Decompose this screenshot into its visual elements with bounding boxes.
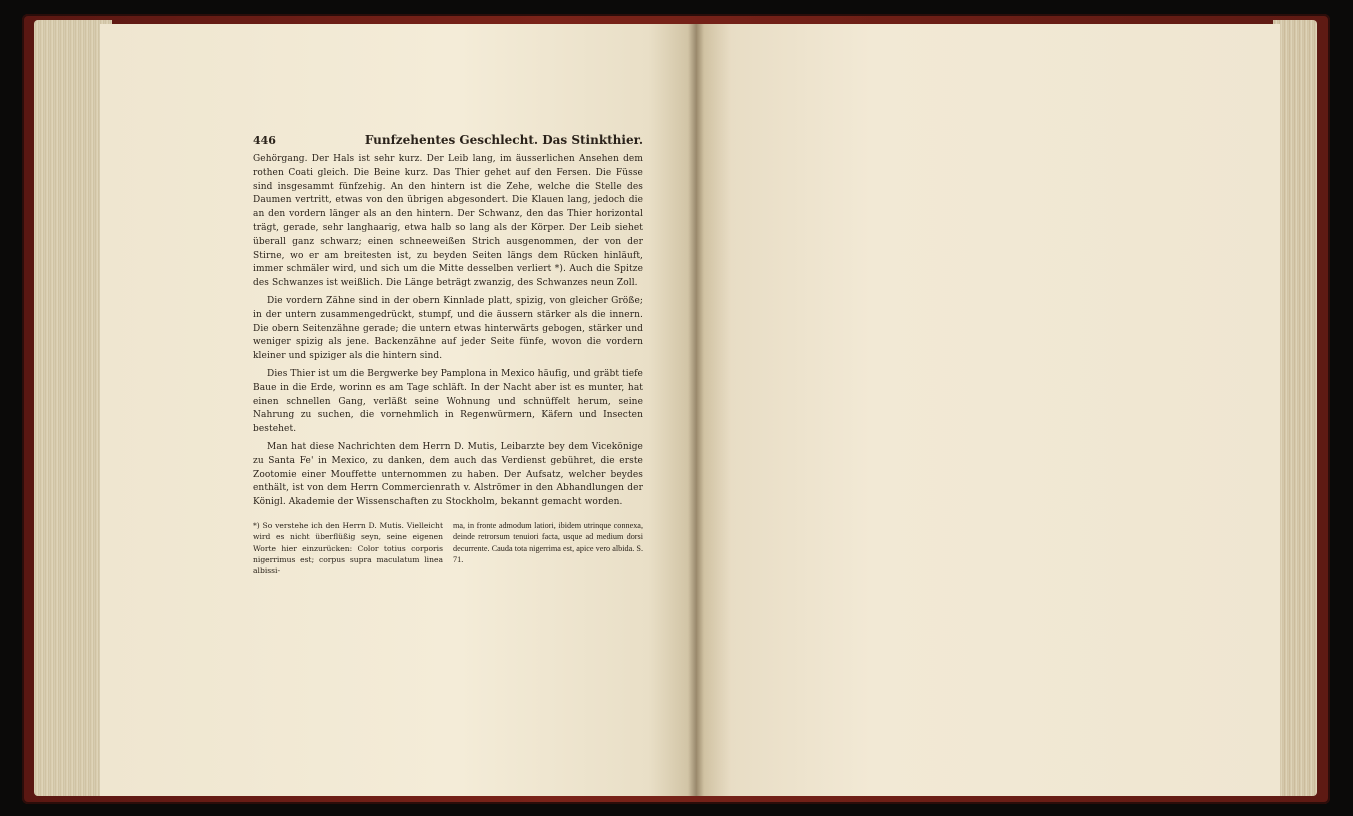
footnote-column-right: ma, in fronte admodum latiori, ibidem utrinque connexa, deinde retrorsum tenuiori facta, usque ad medium dorsi decurrente. Cauda tota nigerrima est, apice vero albida. S. 71.: [453, 520, 643, 564]
paragraph: Die vordern Zähne sind in der obern Kinnlade platt, spizig, von gleicher Größe; in der untern zusammengedrückt, stumpf, und die äussern stärker als die innern. Die obern Seitenzähne gerade; die untern etwas hinterwärts gebogen, stärker und weniger spizig als jene. Backenzähne auf jeder Seite fünfe, wovon die vordern kleiner und spiziger als die hintern sind.: [253, 295, 643, 362]
paragraph: Gehörgang. Der Hals ist sehr kurz. Der Leib lang, im äusserlichen Ansehen dem rothen Coati gleich. Die Beine kurz. Das Thier gehet auf den Fersen. Die Füsse sind insgesammt fünfzehig. An den hintern ist die Zehe, welche die Stelle des Daumen vertritt, etwas von den übrigen abgesondert. Die Klauen lang, jedoch die an den vordern länger als an den hintern. Der Schwanz, den das Thier horizontal trägt, gerade, sehr langhaarig, etwa halb so lang als der Körper. Der Leib siehet überall ganz schwarz; einen schneeweißen Strich ausgenommen, der von der Stirne, wo er am breitesten ist, zu beyden Seiten längs dem Rücken hinläuft, immer schmäler wird, und sich um die Mitte desselben verliert *). Auch die Spitze des Schwanzes ist weißlich. Die Länge beträgt zwanzig, des Schwanzes neun Zoll.: [253, 154, 643, 289]
paragraph: Man hat diese Nachrichten dem Herrn D. Mutis, Leibarzte bey dem Vicekönige zu Santa Fe' in Mexico, zu danken, dem auch das Verdienst gebühret, die erste Zootomie einer Mouffette unternommen zu haben. Der Aufsatz, welcher beydes enthält, ist von dem Herrn Commercienrath v. Alströmer in den Abhandlungen der Königl. Akademie der Wissenschaften zu Stockholm, bekannt gemacht worden.: [253, 441, 643, 508]
footnote: [253, 520, 643, 576]
running-head: [253, 133, 643, 151]
running-title: Funfzehentes Geschlecht. Das Stinkthier.: [364, 133, 643, 147]
page-text: [253, 133, 643, 576]
footnote-column-left: *) So verstehe ich den Herrn D. Mutis. Vielleicht wird es nicht überflüßig seyn, seine eigenen Worte hier einzurücken: Color totius corporis nigerrimus est; corpus supra maculatum linea albissi-: [253, 520, 443, 576]
book-gutter: [688, 24, 704, 796]
page-number: 446: [253, 134, 276, 147]
right-page: [696, 24, 1280, 796]
paragraph: Dies Thier ist um die Bergwerke bey Pamplona in Mexico häufig, und gräbt tiefe Baue in die Erde, worinn es am Tage schläft. In der Nacht aber ist es munter, hat einen schnellen Gang, verläßt seine Wohnung und schnüffelt herum, seine Nahrung zu suchen, die vornehmlich in Regenwürmern, Käfern und Insecten bestehet.: [253, 368, 643, 435]
